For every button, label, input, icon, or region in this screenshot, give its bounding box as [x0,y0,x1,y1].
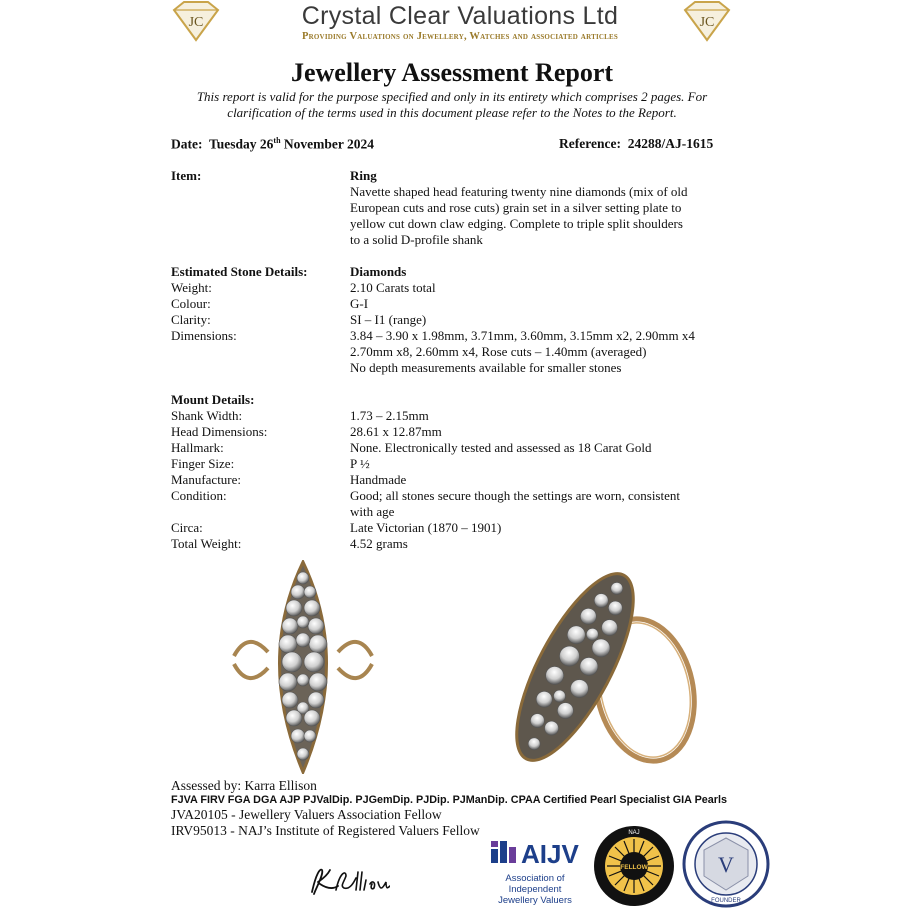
report-reference [559,136,713,152]
assessed-by: Assessed by: Karra Ellison [171,778,317,793]
colour-row [171,296,735,312]
shank-label: Shank Width: [171,408,243,423]
membership-jva: JVA20105 - Jewellery Valuers Association Fellow [171,807,442,822]
intro-line: This report is valid for the purpose specified and only in its entirety which comprises 2 pages. For [196,89,708,104]
hallmark-value: None. Electronically tested and assessed as 18 Carat Gold [350,440,652,455]
date-day: Tuesday 26 [209,136,274,152]
ijv-letter: V [718,852,734,877]
reference-value: 24288/AJ-1615 [627,136,714,151]
condition-row [171,488,735,520]
clarity-row [171,312,735,328]
logo-monogram: JC [188,15,204,30]
shank-row [171,408,735,424]
ring-top-view-photo [228,560,378,774]
manufacture-row [171,472,735,488]
report-intro [150,89,754,121]
item-description [350,184,735,248]
colour-value: G-I [350,296,369,311]
stones-heading: Diamonds [350,264,407,279]
signature [306,860,390,900]
naj-fellow-badge [593,825,675,907]
intro-line: clarification of the terms used in this document please refer to the Notes to the Report. [227,105,677,120]
aijv-title: AIJV [521,839,579,869]
weight-value: 2.10 Carats total [350,280,436,295]
membership-irv: IRV95013 - NAJ’s Institute of Registered Valuers Fellow [171,823,480,838]
logo-monogram: JC [699,15,715,30]
finger-size-label: Finger Size: [171,456,235,471]
item-label: Item: [171,168,202,183]
total-weight-value: 4.52 grams [350,536,408,551]
date-rest: November 2024 [280,136,375,152]
total-weight-label: Total Weight: [171,536,242,551]
dimensions-line: 3.84 – 3.90 x 1.98mm, 3.71mm, 3.60mm, 3.15mm x2, 2.90mm x4 [350,328,695,343]
condition-value [350,488,735,520]
shank-value: 1.73 – 2.15mm [350,408,429,423]
dimensions-line: 2.70mm x8, 2.60mm x4, Rose cuts – 1.40mm (averaged) [350,344,647,359]
condition-label: Condition: [171,488,227,503]
manufacture-label: Manufacture: [171,472,242,487]
aijv-line: Association of [505,873,565,884]
dimensions-label: Dimensions: [171,328,237,343]
date-label: Date: [171,136,203,152]
description-line: to a solid D-profile shank [350,232,483,247]
weight-label: Weight: [171,280,212,295]
description-line: Navette shaped head featuring twenty nine diamonds (mix of old [350,184,688,199]
colour-label: Colour: [171,296,211,311]
stones-label: Estimated Stone Details: [171,264,308,279]
reference-label: Reference: [559,136,621,151]
hallmark-label: Hallmark: [171,440,224,455]
aijv-logo [487,833,583,911]
aijv-line: Jewellery Valuers [498,895,572,906]
head-row [171,424,735,440]
dimensions-line: No depth measurements available for smaller stones [350,360,622,375]
report-title: Jewellery Assessment Report [290,58,614,87]
naj-center: FELLOW [620,864,648,871]
clarity-label: Clarity: [171,312,211,327]
finger-size-value: P ½ [350,456,370,471]
valuers-founder-badge [682,820,770,908]
description-line: yellow cut down claw edging. Complete to triple split shoulders [350,216,683,231]
item-name: Ring [350,168,377,183]
head-label: Head Dimensions: [171,424,268,439]
company-name: Crystal Clear Valuations Ltd [301,2,619,30]
naj-top: NAJ [628,830,640,836]
condition-line: with age [350,504,395,519]
date-suffix: th [273,136,281,145]
head-value: 28.61 x 12.87mm [350,424,442,439]
circa-label: Circa: [171,520,203,535]
report-date [171,136,374,153]
item-row [171,168,735,184]
manufacture-value: Handmade [350,472,407,487]
dimensions-row [171,328,735,376]
stones-heading-row [171,264,735,280]
description-line: European cuts and rose cuts) grain set in a silver setting plate to [350,200,682,215]
circa-value: Late Victorian (1870 – 1901) [350,520,502,535]
details-section [171,168,735,552]
ijv-bottom: FOUNDER [711,898,741,904]
dimensions-value [350,328,735,376]
mount-heading-row [171,392,735,408]
weight-row [171,280,735,296]
finger-size-row [171,456,735,472]
circa-row [171,520,735,536]
clarity-value: SI – I1 (range) [350,312,427,327]
aijv-line: Independent [508,884,562,895]
ring-side-view-photo [495,560,700,774]
company-tagline: Providing Valuations on Jewellery, Watches and associated articles [302,31,618,42]
total-weight-row [171,536,735,552]
condition-line: Good; all stones secure though the settings are worn, consistent [350,488,680,503]
mount-heading: Mount Details: [171,392,255,407]
qualifications: FJVA FIRV FGA DGA AJP PJValDip. PJGemDip. PJDip. PJManDip. CPAA Certified Pearl Specialist GIA Pearls [171,794,727,806]
hallmark-row [171,440,735,456]
